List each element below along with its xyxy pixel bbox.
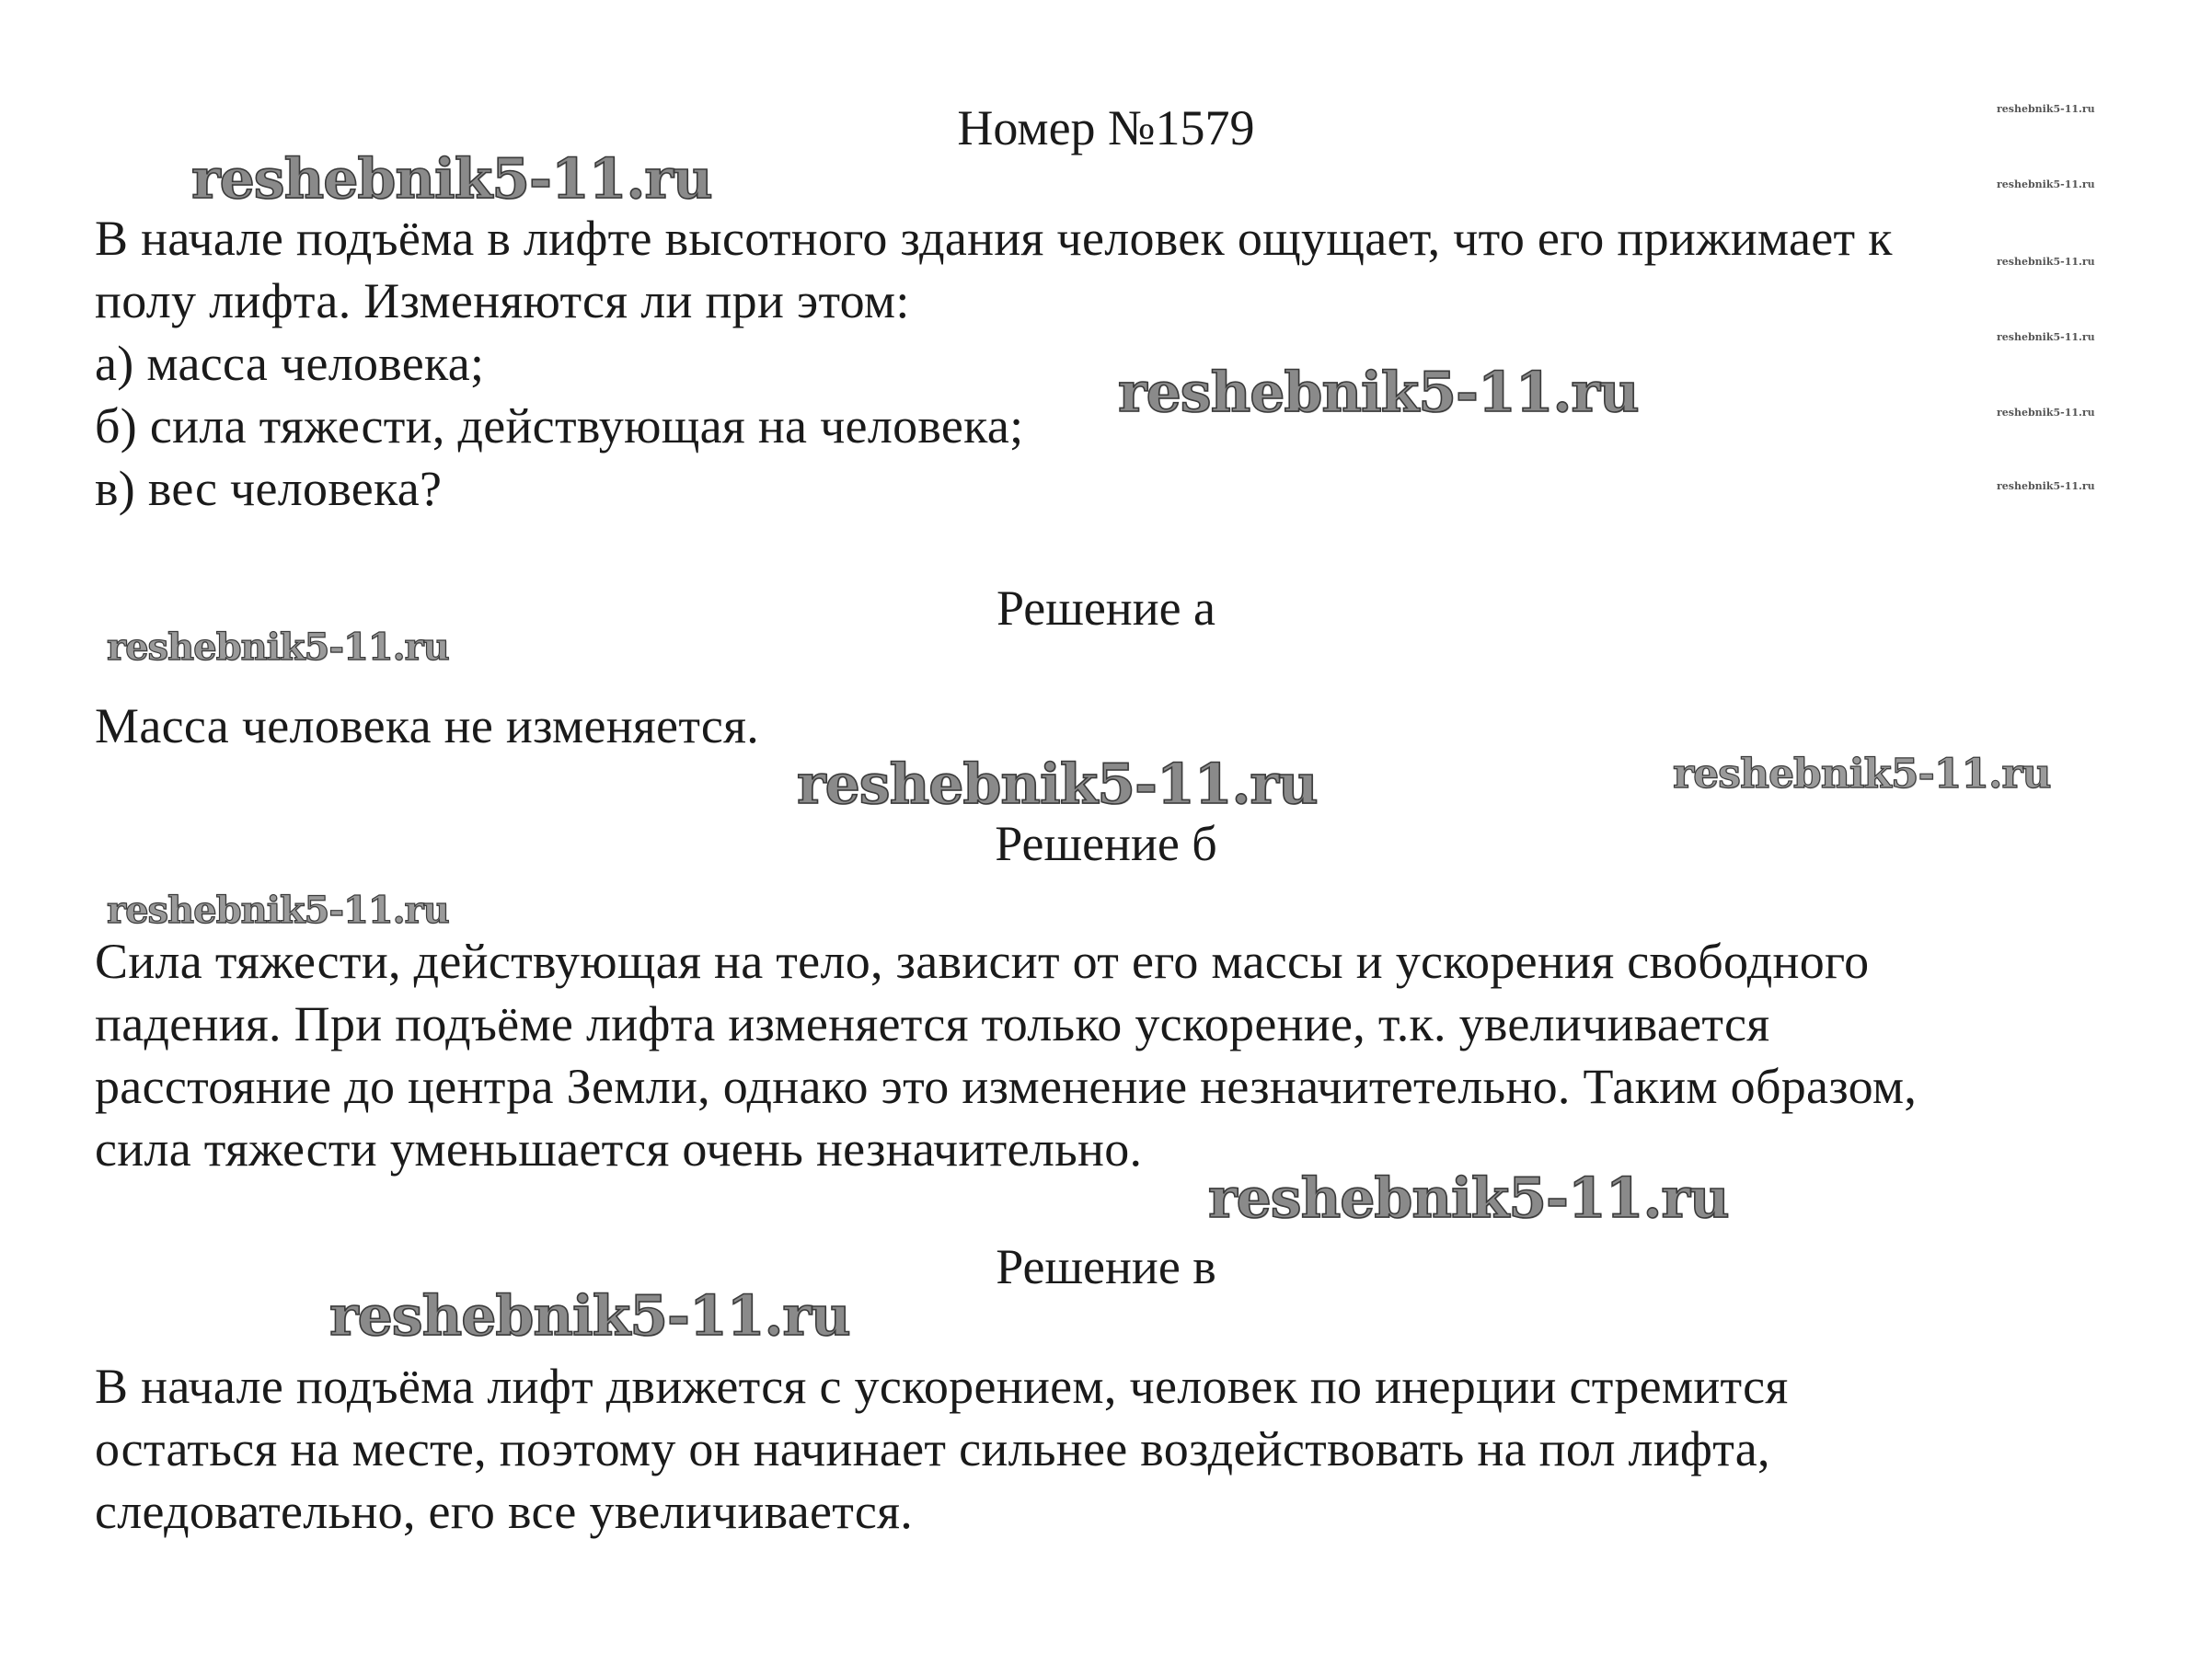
solution-c-line-1: В начале подъёма лифт движется с ускорением, человек по инерции стремится [95,1359,1789,1414]
watermark-small: reshebnik5-11.ru [1997,331,2095,343]
watermark: reshebnik5-11.ru [107,889,449,932]
solution-b-line-2: падения. При подъёме лифта изменяется только ускорение, т.к. увеличивается [95,996,1770,1051]
problem-line-c: в) вес человека? [95,461,443,516]
watermark-small: reshebnik5-11.ru [1997,103,2095,115]
watermark: reshebnik5-11.ru [329,1284,850,1349]
watermark-small: reshebnik5-11.ru [1997,256,2095,268]
solution-c-line-3: следовательно, его все увеличивается. [95,1484,914,1539]
watermark: reshebnik5-11.ru [797,752,1318,817]
watermark: reshebnik5-11.ru [1118,361,1639,425]
problem-line-2: полу лифта. Изменяются ли при этом: [95,273,910,328]
watermark-small: reshebnik5-11.ru [1997,178,2095,190]
solution-b-line-4: сила тяжести уменьшается очень незначительно. [95,1121,1143,1177]
solution-b-heading: Решение б [995,816,1217,871]
watermark: reshebnik5-11.ru [107,626,449,669]
watermark-small: reshebnik5-11.ru [1997,480,2095,492]
solution-c-heading: Решение в [996,1239,1216,1294]
page-title: Номер №1579 [957,100,1255,155]
problem-line-b: б) сила тяжести, действующая на человека; [95,398,1024,454]
problem-line-1: В начале подъёма в лифте высотного здания человек ощущает, что его прижимает к [95,211,1893,266]
watermark: reshebnik5-11.ru [191,147,712,212]
solution-a-line-1: Масса человека не изменяется. [95,698,760,753]
solution-c-line-2: остаться на месте, поэтому он начинает сильнее воздействовать на пол лифта, [95,1421,1770,1476]
solution-b-line-3: расстояние до центра Земли, однако это изменение незначитетельно. Таким образом, [95,1059,1918,1114]
solution-b-line-1: Сила тяжести, действующая на тело, зависит от его массы и ускорения свободного [95,934,1870,989]
solution-a-heading: Решение а [996,580,1216,636]
problem-line-a: а) масса человека; [95,336,485,391]
watermark-small: reshebnik5-11.ru [1997,407,2095,419]
watermark: reshebnik5-11.ru [1673,751,2051,798]
watermark: reshebnik5-11.ru [1208,1166,1729,1231]
